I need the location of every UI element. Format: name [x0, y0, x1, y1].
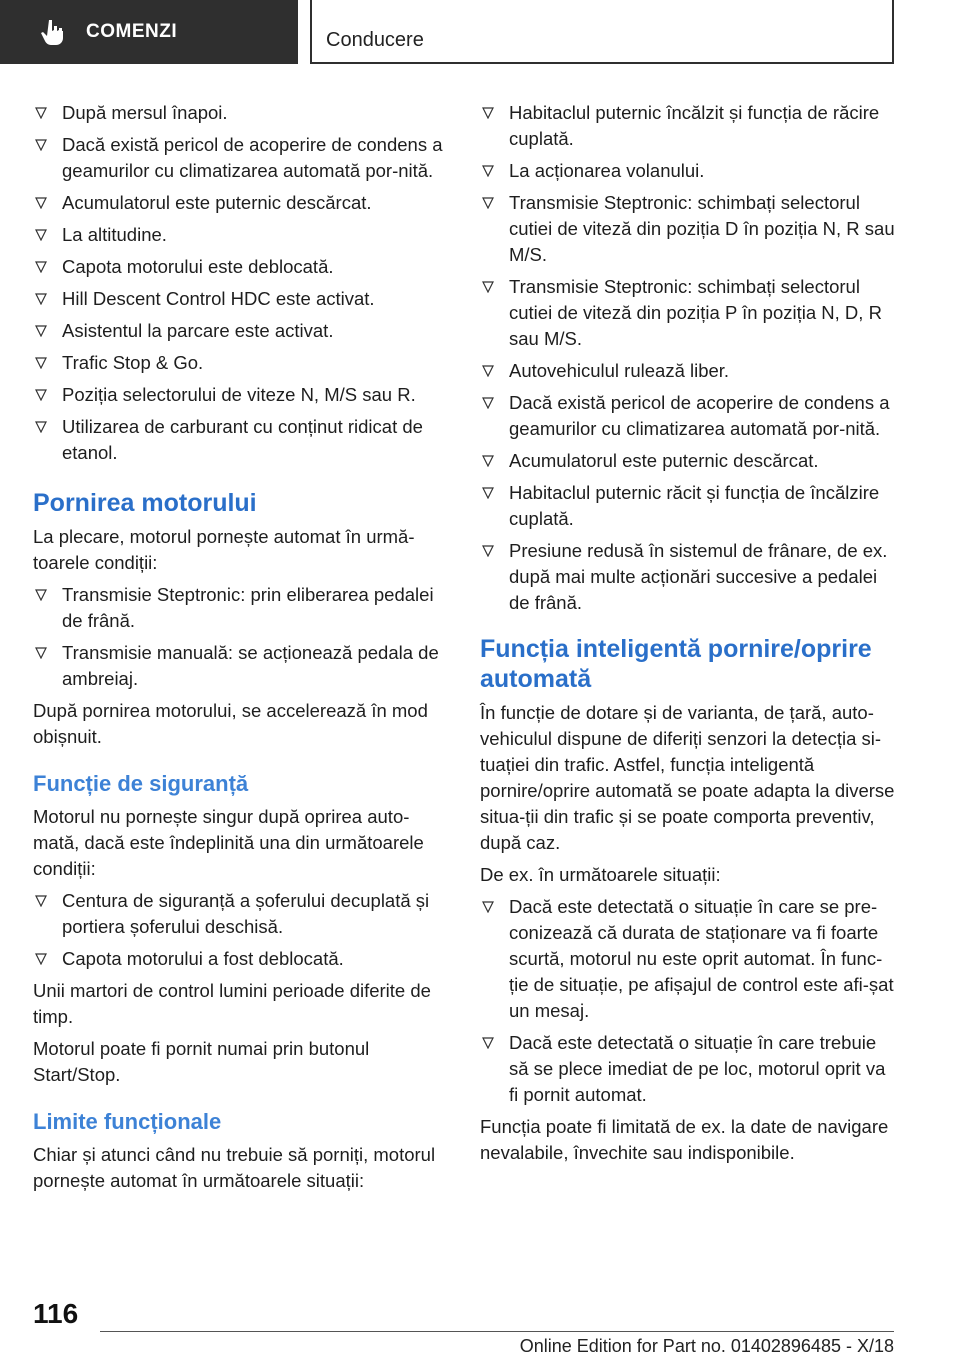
triangle-bullet-icon	[482, 197, 494, 209]
heading-functia-inteligenta: Funcția inteligentă pornire/oprire automată	[480, 635, 872, 693]
triangle-bullet-icon	[482, 545, 494, 557]
triangle-bullet-icon	[482, 107, 494, 119]
footer-divider	[100, 1331, 894, 1332]
triangle-bullet-icon	[35, 197, 47, 209]
list-item: Asistentul la parcare este activat.	[33, 318, 445, 344]
paragraph: La plecare, motorul pornește automat în urmă‐toarele condiții:	[33, 526, 415, 573]
paragraph: După pornirea motorului, se accelerează în mod obișnuit.	[33, 700, 428, 747]
list-item: Capota motorului este deblocată.	[33, 254, 445, 280]
list-item: Transmisie manuală: se acționează pedala de ambreiaj.	[33, 640, 445, 692]
list-item: La altitudine.	[33, 222, 445, 248]
triangle-bullet-icon	[482, 1037, 494, 1049]
paragraph: Chiar și atunci când nu trebuie să porniți, motorul pornește automat în următoarele situații:	[33, 1144, 436, 1191]
list-item: Trafic Stop & Go.	[33, 350, 445, 376]
triangle-bullet-icon	[35, 325, 47, 337]
list-item: Transmisie Steptronic: schimbați selectorul cutiei de viteză din poziția D în poziția N, R sau M/S.	[480, 190, 896, 268]
hand-pointer-icon	[40, 18, 66, 46]
list-item: Dacă este detectată o situație în care se pre‐conizează că durata de staționare va fi foarte scurtă, motorul nu este oprit automat. În func‐ție de situație, pe afișajul de control este afi‐șat un mesaj.	[480, 894, 896, 1024]
triangle-bullet-icon	[35, 357, 47, 369]
bullet-list	[480, 100, 896, 616]
heading-functie-de-siguranta: Funcție de siguranță	[33, 771, 249, 796]
list-item: Centura de siguranță a șoferului decuplată și portiera șoferului deschisă.	[33, 888, 445, 940]
header-section	[310, 0, 894, 64]
list-item: Utilizarea de carburant cu conținut ridicat de etanol.	[33, 414, 445, 466]
page-number: 116	[33, 1298, 79, 1329]
list-item: Autovehiculul rulează liber.	[480, 358, 896, 384]
paragraph: Funcția poate fi limitată de ex. la date de navigare nevalabile, învechite sau indisponibile.	[480, 1116, 889, 1163]
list-item: Transmisie Steptronic: schimbați selectorul cutiei de viteză din poziția P în poziția N, D, R sau M/S.	[480, 274, 896, 352]
paragraph: Motorul poate fi pornit numai prin butonul Start/Stop.	[33, 1038, 370, 1085]
list-item: Habitaclul puternic răcit și funcția de încălzire cuplată.	[480, 480, 896, 532]
triangle-bullet-icon	[482, 901, 494, 913]
triangle-bullet-icon	[35, 293, 47, 305]
footer-edition-text: Online Edition for Part no. 01402896485 - X/18	[519, 1336, 894, 1356]
triangle-bullet-icon	[35, 953, 47, 965]
list-item: Poziția selectorului de viteze N, M/S sau R.	[33, 382, 445, 408]
list-item: Hill Descent Control HDC este activat.	[33, 286, 445, 312]
heading-limite-functionale: Limite funcționale	[33, 1109, 222, 1134]
bullet-list	[33, 100, 445, 466]
bullet-list	[33, 582, 445, 692]
triangle-bullet-icon	[482, 281, 494, 293]
heading-pornirea-motorului: Pornirea motorului	[33, 489, 257, 517]
header-tab-label: COMENZI	[86, 21, 178, 42]
paragraph: În funcție de dotare și de varianta, de țară, auto‐vehiculul dispune de diferiți senzori la detecția si‐tuației din trafic. Astfel, funcția inteligentă pornire/oprire automată se poate adapta la diverse situa‐ții din trafic și se poate comporta preventiv, după caz.	[480, 702, 895, 853]
bullet-list	[480, 894, 896, 1108]
triangle-bullet-icon	[482, 365, 494, 377]
triangle-bullet-icon	[35, 647, 47, 659]
triangle-bullet-icon	[35, 589, 47, 601]
triangle-bullet-icon	[35, 895, 47, 907]
paragraph: Unii martori de control lumini perioade diferite de timp.	[33, 980, 431, 1027]
list-item: Dacă există pericol de acoperire de condens a geamurilor cu climatizarea automată por‐nită.	[33, 132, 445, 184]
triangle-bullet-icon	[482, 455, 494, 467]
list-item: După mersul înapoi.	[33, 100, 445, 126]
triangle-bullet-icon	[482, 397, 494, 409]
triangle-bullet-icon	[482, 165, 494, 177]
triangle-bullet-icon	[35, 139, 47, 151]
list-item: Capota motorului a fost deblocată.	[33, 946, 445, 972]
triangle-bullet-icon	[35, 229, 47, 241]
triangle-bullet-icon	[35, 107, 47, 119]
left-column	[33, 100, 445, 1200]
paragraph: De ex. în următoarele situații:	[480, 864, 721, 885]
right-column	[480, 100, 896, 1172]
list-item: Habitaclul puternic încălzit și funcția de răcire cuplată.	[480, 100, 896, 152]
section-title: Conducere	[326, 29, 424, 51]
triangle-bullet-icon	[35, 389, 47, 401]
list-item: Presiune redusă în sistemul de frânare, de ex. după mai multe acționări succesive a pedalei de frână.	[480, 538, 896, 616]
triangle-bullet-icon	[482, 487, 494, 499]
triangle-bullet-icon	[35, 421, 47, 433]
list-item: Transmisie Steptronic: prin eliberarea pedalei de frână.	[33, 582, 445, 634]
list-item: Dacă există pericol de acoperire de condens a geamurilor cu climatizarea automată por‐nită.	[480, 390, 896, 442]
list-item: Acumulatorul este puternic descărcat.	[33, 190, 445, 216]
header-tab-comenzi	[0, 0, 298, 64]
list-item: Acumulatorul este puternic descărcat.	[480, 448, 896, 474]
bullet-list	[33, 888, 445, 972]
list-item: La acționarea volanului.	[480, 158, 896, 184]
triangle-bullet-icon	[35, 261, 47, 273]
list-item: Dacă este detectată o situație în care trebuie să se plece imediat de pe loc, motorul oprit va fi pornit automat.	[480, 1030, 896, 1108]
paragraph: Motorul nu pornește singur după oprirea auto‐mată, dacă este îndeplinită una din următoarele condiții:	[33, 806, 424, 879]
